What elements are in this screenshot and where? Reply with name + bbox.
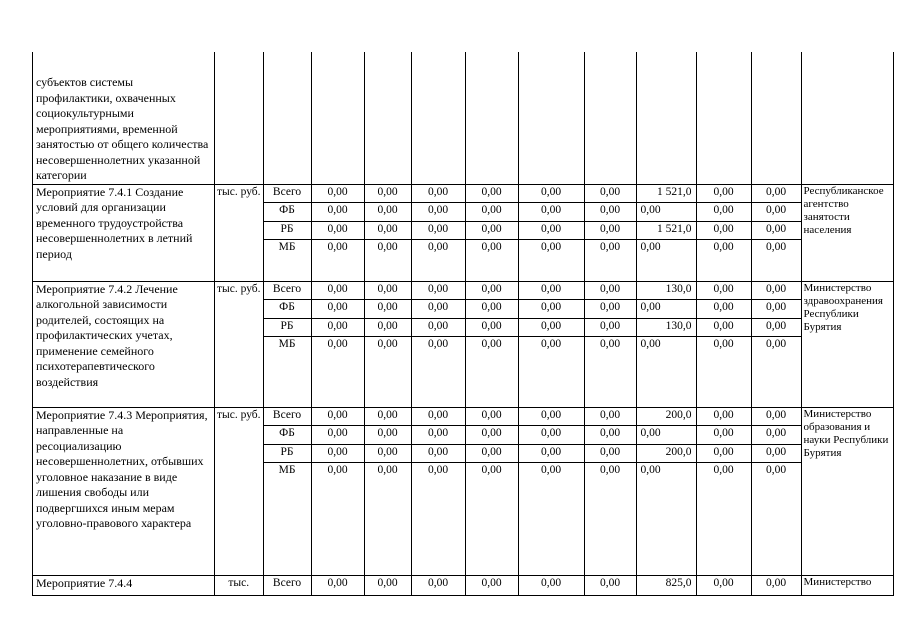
value-cell: 0,00 [465,240,518,282]
value-cell: 0,00 [518,337,584,408]
empty-cell [311,52,364,184]
value-cell: 0,00 [311,240,364,282]
table-row [33,407,894,426]
value-cell: 0,00 [311,575,364,595]
responsible-executor: Министерство [801,575,893,595]
value-cell: 0,00 [364,221,411,240]
value-cell: 0,00 [465,407,518,426]
value-cell: 0,00 [311,281,364,300]
value-cell: 0,00 [751,184,801,203]
value-cell: 825,0 [636,575,696,595]
value-cell: 0,00 [696,575,751,595]
value-cell: 0,00 [311,318,364,337]
value-cell: 0,00 [751,575,801,595]
value-cell: 0,00 [364,203,411,222]
value-cell: 0,00 [364,300,411,319]
budget-table-page [32,52,894,596]
indicator-continuation-text: субъектов системы профилактики, охваченных социокультурными мероприятиями, временной занятостью от общего количества несовершеннолетних указанной категории [33,52,215,184]
value-cell: 0,00 [311,337,364,408]
funding-source-label: МБ [263,240,311,282]
value-cell: 0,00 [311,300,364,319]
table-row [33,184,894,203]
value-cell: 0,00 [584,463,636,576]
value-cell: 0,00 [696,300,751,319]
empty-cell [215,52,264,184]
value-cell: 0,00 [584,318,636,337]
value-cell: 1 521,0 [636,184,696,203]
value-cell: 0,00 [465,444,518,463]
value-cell: 0,00 [584,240,636,282]
value-cell: 0,00 [584,407,636,426]
value-cell: 0,00 [411,426,465,445]
value-cell: 0,00 [696,281,751,300]
value-cell: 0,00 [411,203,465,222]
empty-cell [751,52,801,184]
measure-name: Мероприятие 7.4.2 Лечение алкогольной зависимости родителей, состоящих на профилактических учетах, применение семейного психотерапевтического воздействия [33,281,215,407]
value-cell: 0,00 [584,575,636,595]
value-cell: 0,00 [311,221,364,240]
value-cell: 0,00 [411,300,465,319]
value-cell: 0,00 [411,184,465,203]
value-cell: 0,00 [696,184,751,203]
value-cell: 1 521,0 [636,221,696,240]
value-cell: 0,00 [364,444,411,463]
funding-source-label: МБ [263,337,311,408]
value-cell: 0,00 [465,463,518,576]
value-cell: 130,0 [636,318,696,337]
value-cell: 0,00 [311,407,364,426]
value-cell: 0,00 [518,281,584,300]
value-cell: 0,00 [636,337,696,408]
value-cell: 0,00 [518,300,584,319]
value-cell: 0,00 [364,337,411,408]
empty-cell [465,52,518,184]
value-cell: 0,00 [584,184,636,203]
empty-cell [636,52,696,184]
value-cell: 0,00 [364,281,411,300]
value-cell: 0,00 [364,184,411,203]
funding-source-label: МБ [263,463,311,576]
value-cell: 0,00 [584,300,636,319]
unit-label: тыс. руб. [215,407,264,575]
funding-source-label: ФБ [263,203,311,222]
funding-source-label: РБ [263,318,311,337]
value-cell: 0,00 [584,221,636,240]
funding-source-label: РБ [263,221,311,240]
value-cell: 0,00 [411,221,465,240]
value-cell: 0,00 [696,318,751,337]
value-cell: 0,00 [696,240,751,282]
value-cell: 0,00 [518,407,584,426]
value-cell: 0,00 [465,426,518,445]
value-cell: 0,00 [696,463,751,576]
empty-cell [801,52,893,184]
value-cell: 0,00 [311,426,364,445]
value-cell: 200,0 [636,444,696,463]
value-cell: 0,00 [518,318,584,337]
funding-source-label: РБ [263,444,311,463]
value-cell: 0,00 [584,337,636,408]
funding-source-label: ФБ [263,300,311,319]
value-cell: 0,00 [518,426,584,445]
value-cell: 0,00 [751,444,801,463]
value-cell: 0,00 [364,463,411,576]
value-cell: 0,00 [411,444,465,463]
empty-cell [584,52,636,184]
value-cell: 0,00 [696,221,751,240]
value-cell: 0,00 [696,426,751,445]
value-cell: 0,00 [411,240,465,282]
value-cell: 0,00 [364,426,411,445]
value-cell: 0,00 [696,444,751,463]
value-cell: 0,00 [465,184,518,203]
value-cell: 0,00 [751,407,801,426]
value-cell: 0,00 [518,240,584,282]
measure-name: Мероприятие 7.4.3 Мероприятия, направленные на ресоциализацию несовершеннолетних, отбывших уголовное наказание в виде лишения свободы или подвергшихся иным мерам уголовно-правового характера [33,407,215,575]
continuation-row [33,52,894,184]
funding-source-label: Всего [263,184,311,203]
value-cell: 0,00 [696,337,751,408]
value-cell: 0,00 [751,240,801,282]
unit-label: тыс. [215,575,264,595]
value-cell: 0,00 [465,337,518,408]
empty-cell [263,52,311,184]
empty-cell [364,52,411,184]
table-row [33,575,894,595]
table-row [33,281,894,300]
value-cell: 0,00 [696,407,751,426]
value-cell: 0,00 [518,463,584,576]
empty-cell [411,52,465,184]
responsible-executor: Министерство здравоохранения Республики Бурятия [801,281,893,407]
value-cell: 0,00 [696,203,751,222]
value-cell: 0,00 [465,575,518,595]
value-cell: 0,00 [411,337,465,408]
value-cell: 0,00 [411,575,465,595]
value-cell: 0,00 [465,300,518,319]
value-cell: 0,00 [636,240,696,282]
value-cell: 0,00 [518,575,584,595]
value-cell: 0,00 [518,203,584,222]
funding-source-label: Всего [263,281,311,300]
value-cell: 0,00 [518,444,584,463]
value-cell: 0,00 [636,426,696,445]
responsible-executor: Министерство образования и науки Республики Бурятия [801,407,893,575]
value-cell: 0,00 [584,203,636,222]
value-cell: 0,00 [751,337,801,408]
funding-source-label: Всего [263,407,311,426]
unit-label: тыс. руб. [215,281,264,407]
value-cell: 0,00 [584,426,636,445]
value-cell: 0,00 [636,203,696,222]
value-cell: 0,00 [751,463,801,576]
empty-cell [518,52,584,184]
value-cell: 0,00 [751,203,801,222]
funding-source-label: Всего [263,575,311,595]
value-cell: 0,00 [518,184,584,203]
value-cell: 0,00 [584,444,636,463]
value-cell: 0,00 [411,318,465,337]
value-cell: 0,00 [364,240,411,282]
value-cell: 0,00 [751,426,801,445]
value-cell: 0,00 [465,281,518,300]
value-cell: 0,00 [636,300,696,319]
value-cell: 0,00 [751,281,801,300]
value-cell: 0,00 [465,203,518,222]
value-cell: 0,00 [364,318,411,337]
value-cell: 0,00 [751,300,801,319]
value-cell: 0,00 [518,221,584,240]
value-cell: 0,00 [311,203,364,222]
funding-source-label: ФБ [263,426,311,445]
value-cell: 0,00 [751,221,801,240]
value-cell: 200,0 [636,407,696,426]
value-cell: 0,00 [364,575,411,595]
budget-table [32,52,894,596]
value-cell: 0,00 [584,281,636,300]
value-cell: 0,00 [311,463,364,576]
value-cell: 0,00 [364,407,411,426]
value-cell: 0,00 [751,318,801,337]
value-cell: 130,0 [636,281,696,300]
unit-label: тыс. руб. [215,184,264,281]
measure-name: Мероприятие 7.4.4 [33,575,215,595]
value-cell: 0,00 [311,184,364,203]
empty-cell [696,52,751,184]
value-cell: 0,00 [311,444,364,463]
responsible-executor: Республиканское агентство занятости населения [801,184,893,281]
value-cell: 0,00 [411,407,465,426]
value-cell: 0,00 [465,318,518,337]
value-cell: 0,00 [411,281,465,300]
value-cell: 0,00 [411,463,465,576]
value-cell: 0,00 [636,463,696,576]
value-cell: 0,00 [465,221,518,240]
measure-name: Мероприятие 7.4.1 Создание условий для организации временного трудоустройства несовершеннолетних в летний период [33,184,215,281]
